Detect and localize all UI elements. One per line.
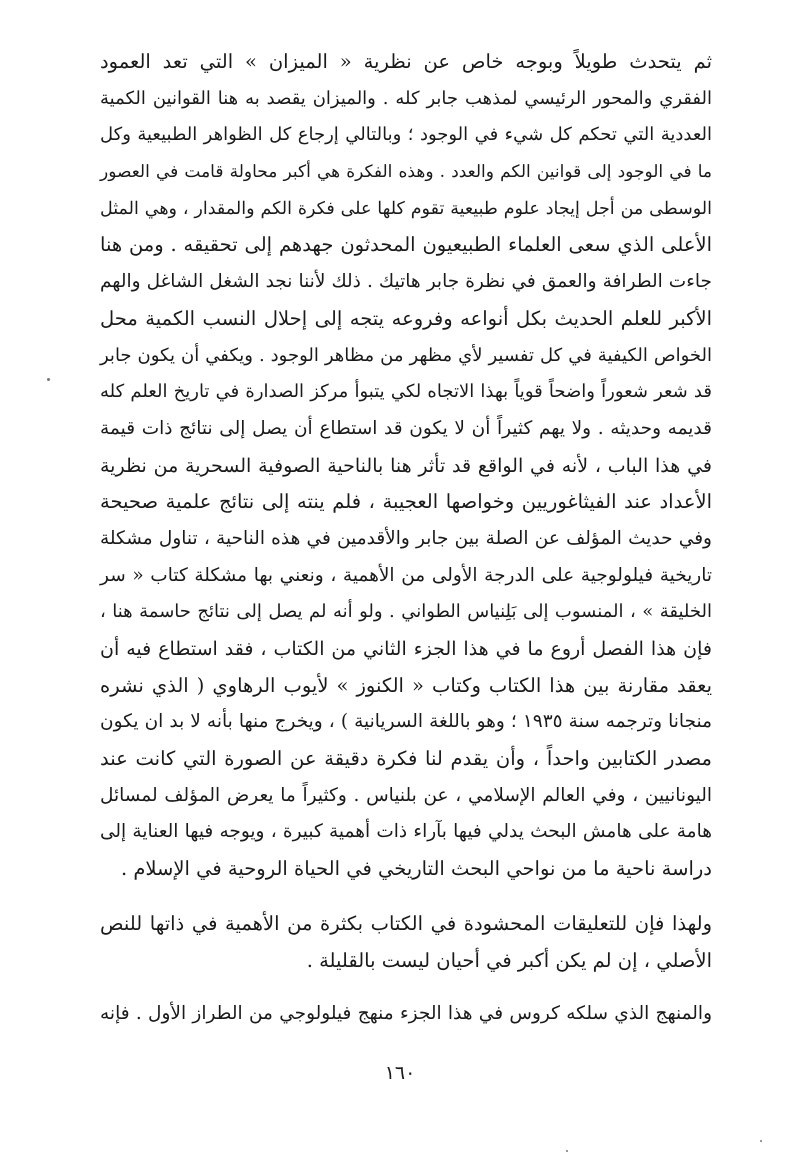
text-line: جاءت الطرافة والعمق في نظرة جابر هاتيك . ذلك لأننا نجد الشغل الشاغل والهم	[100, 271, 712, 293]
text-line: اليونانيين ، وفي العالم الإسلامي ، عن بلنياس . وكثيراً ما يعرض المؤلف لمسائل	[100, 784, 712, 806]
text-line: الأعلى الذي سعى العلماء الطبيعيون المحدثون جهدهم إلى تحقيقه . ومن هنا	[100, 233, 712, 257]
text-line: دراسة ناحية ما من نواحي البحث التاريخي في الحياة الروحية في الإسلام .	[120, 857, 712, 881]
text-line: الخواص الكيفية في كل تفسير لأي مظهر من مظاهر الوجود . ويكفي أن يكون جابر	[100, 344, 712, 366]
text-line: الوسطى من أجل إيجاد علوم طبيعية تقوم كلها على فكرة الكم والمقدار ، وهي المثل	[100, 198, 712, 219]
scan-speck	[566, 1150, 568, 1152]
text-line: ثم يتحدث طويلاً وبوجه خاص عن نظرية « الميزان » التي تعد العمود	[100, 50, 712, 73]
paragraph-method	[100, 996, 712, 1033]
text-line: الفقري والمحور الرئيسي لمذهب جابر كله . والميزان يقصد به هنا القوانين الكمية	[100, 87, 712, 109]
text-line: هامة على هامش البحث يدلي فيها بآراء ذات أهمية كبيرة ، ويوجه فيها العناية إلى	[100, 821, 712, 843]
text-line: والمنهج الذي سلكه كروس في هذا الجزء منهج فيلولوجي من الطراز الأول . فإنه	[100, 1003, 712, 1024]
text-line: قديمه وحديثه . ولا يهم كثيراً أن لا يكون قد استطاع أن يصل إلى نتائج ذات قيمة	[100, 417, 712, 439]
text-line: الأعداد عند الفيثاغوريين وخواصها العجيبة ، فلم ينته إلى نتائج علمية صحيحة	[100, 490, 712, 514]
scan-speck	[47, 378, 50, 381]
paragraph-notes	[100, 906, 712, 979]
page-number: ١٦٠	[384, 1062, 416, 1084]
text-line: الأكبر للعلم الحديث بكل أنواعه وفروعه يتجه إلى إحلال النسب الكمية محل	[100, 306, 712, 330]
main-text-block	[100, 44, 712, 888]
text-line: العددية التي تحكم كل شيء في الوجود ؛ وبالتالي إرجاع كل الظواهر الطبيعية وكل	[100, 124, 712, 146]
text-line: ما في الوجود إلى قوانين الكم والعدد . وهذه الفكرة هي أكبر محاولة قامت في العصور	[100, 162, 712, 183]
scan-speck	[760, 1140, 762, 1142]
text-line: قد شعر شعوراً واضحاً قوياً بهذا الاتجاه لكي يتبوأ مركز الصدارة في تاريخ العلم كله	[100, 381, 712, 403]
text-line: وفي حديث المؤلف عن الصلة بين جابر والأقدمين في هذه الناحية ، تناول مشكلة	[100, 527, 712, 549]
text-line: في هذا الباب ، لأنه في الواقع قد تأثر هنا بالناحية الصوفية السحرية من نظرية	[100, 454, 712, 477]
text-line: مصدر الكتابين واحداً ، وأن يقدم لنا فكرة دقيقة عن الصورة التي كانت عند	[100, 747, 712, 771]
text-line: ولهذا فإن للتعليقات المحشودة في الكتاب بكثرة من الأهمية في ذاتها للنص	[100, 912, 712, 935]
text-line: الأصلي ، إن لم يكن أكبر في أحيان ليست بالقليلة .	[306, 948, 712, 972]
text-line: منجانا وترجمه سنة ١٩٣٥ ؛ وهو باللغة السريانية ) ، ويخرج منها بأنه لا بد ان يكون	[100, 711, 712, 733]
text-line: فإن هذا الفصل أروع ما في هذا الجزء الثاني من الكتاب ، فقد استطاع فيه أن	[100, 638, 712, 660]
text-line: يعقد مقارنة بين هذا الكتاب وكتاب « الكنوز » لأيوب الرهاوي ( الذي نشره	[100, 673, 712, 697]
text-line: الخليقة » ، المنسوب إلى بَلِنياس الطواني . ولو أنه لم يصل إلى نتائج حاسمة هنا ،	[100, 601, 712, 623]
text-line: تاريخية فيلولوجية على الدرجة الأولى من الأهمية ، ونعني بها مشكلة كتاب « سر	[100, 564, 712, 586]
